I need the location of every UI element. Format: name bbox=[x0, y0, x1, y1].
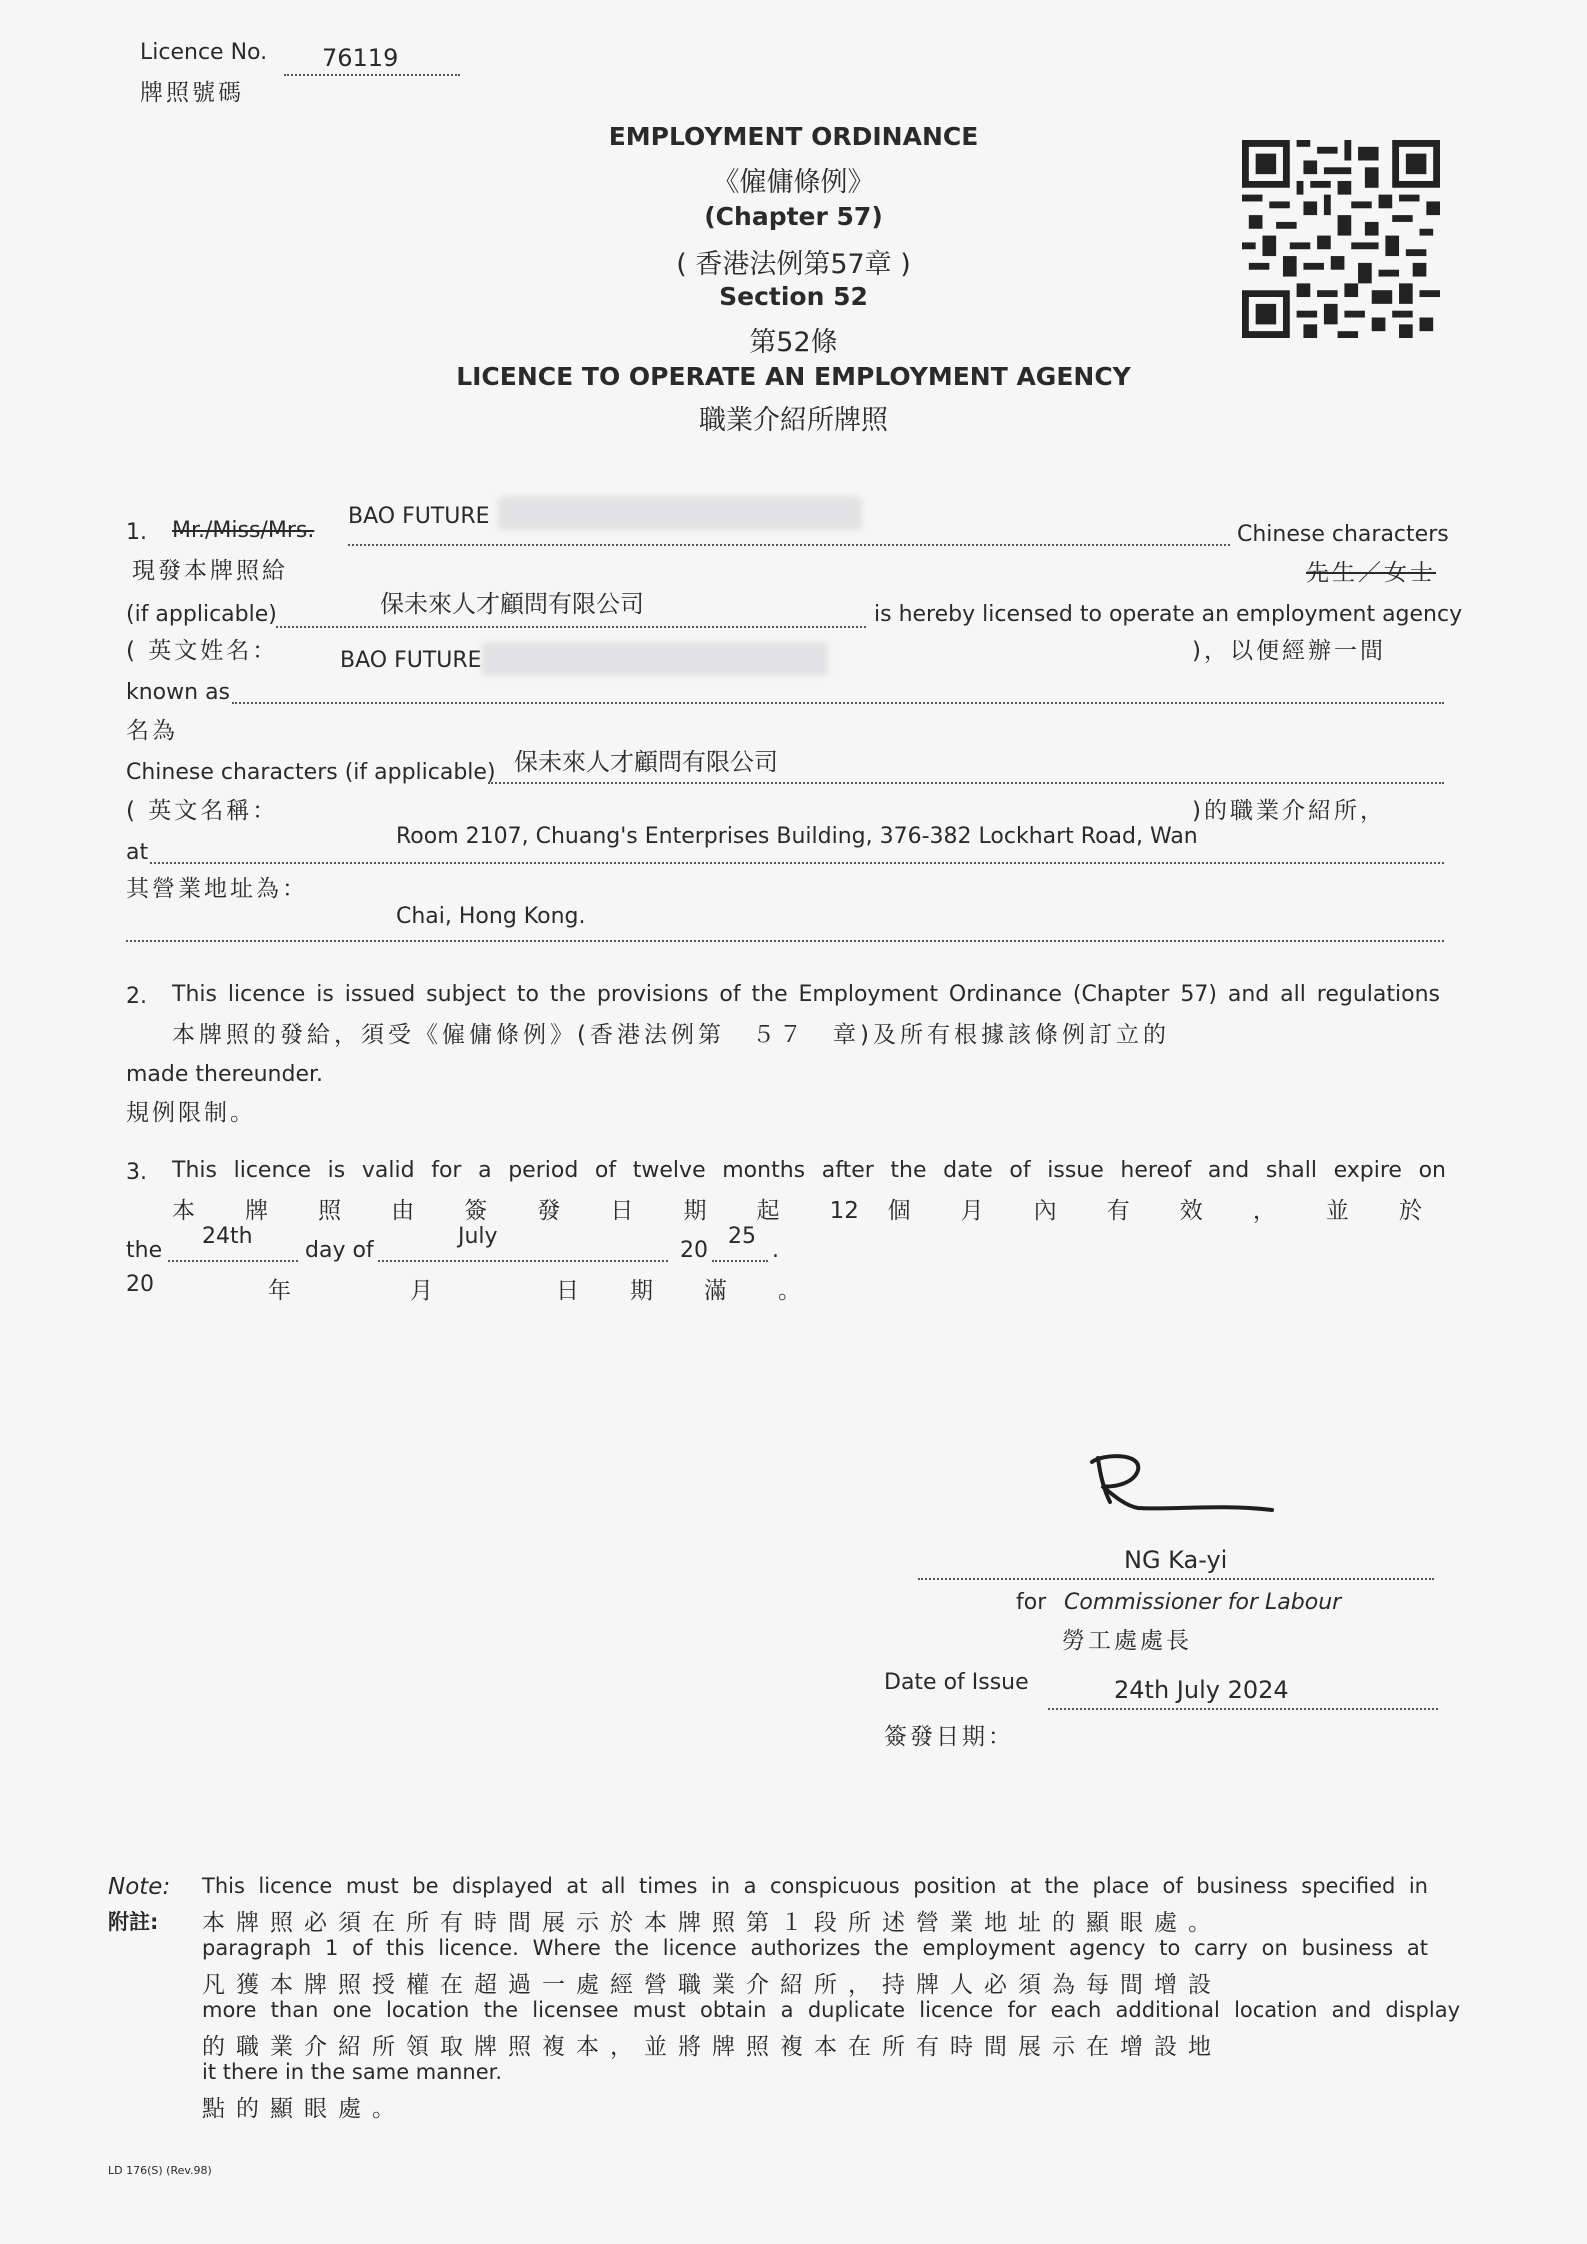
agency-close-zh: )的職業介紹所， bbox=[1192, 798, 1386, 824]
signature-mark bbox=[1080, 1440, 1280, 1530]
item1-number: 1. bbox=[126, 520, 147, 545]
ordinance-title: EMPLOYMENT ORDINANCE bbox=[608, 122, 979, 151]
agency-zh-line bbox=[488, 782, 1444, 784]
expiry-year: 25 bbox=[728, 1224, 756, 1249]
form-code: LD 176(S) (Rev.98) bbox=[108, 2164, 212, 2177]
for-label: for bbox=[1016, 1590, 1047, 1615]
redaction-blur bbox=[498, 496, 862, 530]
zh-year: 年 bbox=[268, 1278, 294, 1304]
day-of-label: day of bbox=[305, 1238, 374, 1263]
note-line-1: This licence must be displayed at all times in a conspicuous position at the place of business specified in bbox=[202, 1874, 1428, 1898]
address-line-2-dots bbox=[126, 940, 1444, 942]
signatory-line bbox=[918, 1578, 1434, 1580]
grant-zh: 現發本牌照給 bbox=[132, 558, 288, 584]
licence-no-label: Licence No. bbox=[140, 40, 268, 65]
if-applicable-label: (if applicable) bbox=[126, 602, 277, 627]
at-label: at bbox=[126, 840, 149, 865]
licence-title-zh: 職業介紹所牌照 bbox=[699, 405, 888, 436]
known-as-label: known as bbox=[126, 680, 231, 705]
the-label: the bbox=[126, 1238, 163, 1263]
item2-number: 2. bbox=[126, 984, 147, 1009]
day-line bbox=[168, 1260, 298, 1262]
item3-number: 3. bbox=[126, 1160, 147, 1185]
date-of-issue-value: 24th July 2024 bbox=[1114, 1676, 1289, 1704]
ordinance-title-zh: 《僱傭條例》 bbox=[712, 167, 875, 198]
licensed-text: is hereby licensed to operate an employment agency bbox=[874, 602, 1463, 627]
zh-month: 月 bbox=[410, 1278, 436, 1304]
address-line-1-dots bbox=[150, 862, 1444, 864]
signatory-name: NG Ka-yi bbox=[1124, 1546, 1228, 1574]
commissioner-title: Commissioner for Labour bbox=[1064, 1590, 1342, 1615]
item3-text-zh: 本 牌 照 由 簽 發 日 期 起 12 個 月 內 有 效 ， 並 於 bbox=[172, 1198, 1422, 1224]
item3-text: This licence is valid for a period of twelve months after the date of issue hereof and shall expire on bbox=[172, 1158, 1446, 1183]
licensee-name-en: BAO FUTURE bbox=[348, 504, 490, 529]
zh-name-line bbox=[276, 626, 866, 628]
licence-no-line bbox=[284, 74, 460, 76]
note-line-3-zh: 的職業介紹所領取牌照複本，並將牌照複本在所有時間展示在增設地 bbox=[202, 2034, 1222, 2060]
item2-text-zh: 本牌照的發給，須受《僱傭條例》(香港法例第 ５７ 章)及所有根據該條例訂立的 bbox=[172, 1022, 1170, 1048]
item2-text: This licence is issued subject to the provisions of the Employment Ordinance (Chapter 57) and all regulations bbox=[172, 982, 1440, 1007]
item2-text2: made thereunder. bbox=[126, 1062, 324, 1087]
qr-code-icon bbox=[1242, 140, 1440, 338]
zh-20: 20 bbox=[126, 1272, 154, 1297]
licence-no-value: 76119 bbox=[322, 44, 399, 72]
title-zh: 先生／女士 bbox=[1306, 560, 1436, 586]
note-label: Note: bbox=[108, 1874, 171, 1900]
licence-document: Licence No. 牌照號碼 76119 EMPLOYMENT ORDINANCE 《僱傭條例》 (Chapter 57) ( 香港法例第57章 ) Section 52 第52條 LICENCE TO OPERATE AN EMPLOYMENT AGENCY 職業介紹所牌照 1. Mr./Miss/Mrs. BAO FUTURE Chinese characters 現發本牌照給 先生／女士 (if applicable) 保未來人才顧問有限公司 is hereby licensed to operate an employment agency ( 英文姓名： )，以便經辦一間 BAO FUTURE known as 名為 Chinese characters (if applicable) 保未來人才顧問有限公司 ( 英文名稱： )的職業介紹所， Room 2107, Chuang's Enterprises Building, 376-382 Lockhart Road, Wan at 其營業地址為： Chai, Hong Kong. 2. This licence is issued subject to the provisions of the Employment Ordinance (Chapter 57) and all regulations 本牌照的發給，須受《僱傭條例》(香港法例第 ５７ 章)及所有根據該條例訂立的 made thereunder. 規例限制。 3. This licence is valid for a period of twelve months after the date of issue hereof and shall expire on 本 牌 照 由 簽 發 日 期 起 12 個 月 內 有 效 ， 並 於 the 24th day of July 20 25 . 20 年 月 日 期 滿 。 NG Ka-yi for Commissioner for Labour 勞工處處長 Date of Issue 24th July 2024 簽發日期： Note: 附註: This licence must be displayed at all times in a conspicuous position at the place of business specified in 本牌照必須在所有時間展示於本牌照第１段所述營業地址的顯眼處。 paragraph 1 of this licence. Where the licence authorizes the employment agency to carry on business at 凡獲本牌照授權在超過一處經營職業介紹所，持牌人必須為每間增設 more than one location the licensee must obtain a duplicate licence for each additional location and display 的職業介紹所領取牌照複本，並將牌照複本在所有時間展示在增設地 it there in the same manner. 點的顯眼處。 LD 176(S) (Rev.98) bbox=[0, 0, 1587, 2244]
chapter-title: (Chapter 57) bbox=[704, 202, 883, 231]
note-line-4-zh: 點的顯眼處。 bbox=[202, 2096, 406, 2122]
chapter-title-zh: ( 香港法例第57章 ) bbox=[676, 249, 911, 280]
en-name-zh-label: ( 英文姓名： bbox=[126, 638, 279, 664]
note-line-3: more than one location the licensee must obtain a duplicate licence for each additional location and display bbox=[202, 1998, 1460, 2022]
month-line bbox=[378, 1260, 668, 1262]
redaction-blur-2 bbox=[482, 642, 828, 676]
date-of-issue-label: Date of Issue bbox=[884, 1670, 1029, 1695]
date-of-issue-label-zh: 簽發日期： bbox=[884, 1724, 1014, 1750]
chinese-characters-label: Chinese characters bbox=[1237, 522, 1449, 547]
salutation-label: Mr./Miss/Mrs. bbox=[172, 518, 315, 543]
licensee-name-zh: 保未來人才顧問有限公司 bbox=[380, 590, 644, 618]
known-as-zh: 名為 bbox=[126, 718, 178, 744]
date-line bbox=[1048, 1708, 1438, 1710]
expiry-month: July bbox=[458, 1224, 498, 1249]
note-line-2-zh: 凡獲本牌照授權在超過一處經營職業介紹所，持牌人必須為每間增設 bbox=[202, 1972, 1222, 1998]
note-line-4: it there in the same manner. bbox=[202, 2060, 503, 2084]
section-title: Section 52 bbox=[719, 282, 868, 311]
known-as-line bbox=[232, 702, 1444, 704]
section-title-zh: 第52條 bbox=[749, 327, 838, 358]
licence-title: LICENCE TO OPERATE AN EMPLOYMENT AGENCY bbox=[456, 362, 1131, 391]
address-line-1: Room 2107, Chuang's Enterprises Building, 376-382 Lockhart Road, Wan bbox=[396, 824, 1198, 849]
address-zh-label: 其營業地址為： bbox=[126, 876, 308, 902]
zh-day-expire: 日 期 滿 。 bbox=[556, 1278, 815, 1304]
name-line bbox=[348, 544, 1230, 546]
year-prefix: 20 bbox=[680, 1238, 708, 1263]
en-title-zh-label: ( 英文名稱： bbox=[126, 798, 279, 824]
agency-name-en: BAO FUTURE bbox=[340, 648, 482, 673]
note-label-zh: 附註: bbox=[108, 1910, 159, 1934]
chinese-chars-label: Chinese characters (if applicable) bbox=[126, 760, 496, 785]
licence-no-label-zh: 牌照號碼 bbox=[140, 80, 244, 106]
commissioner-title-zh: 勞工處處長 bbox=[1062, 1628, 1192, 1654]
address-line-2: Chai, Hong Kong. bbox=[396, 904, 586, 929]
item2-text2-zh: 規例限制。 bbox=[126, 1100, 256, 1126]
note-line-1-zh: 本牌照必須在所有時間展示於本牌照第１段所述營業地址的顯眼處。 bbox=[202, 1910, 1222, 1936]
year-line bbox=[712, 1260, 768, 1262]
close-zh: )，以便經辦一間 bbox=[1192, 638, 1386, 664]
agency-name-zh: 保未來人才顧問有限公司 bbox=[514, 748, 778, 776]
note-line-2: paragraph 1 of this licence. Where the licence authorizes the employment agency to carry on business at bbox=[202, 1936, 1428, 1960]
expiry-day: 24th bbox=[202, 1224, 253, 1249]
